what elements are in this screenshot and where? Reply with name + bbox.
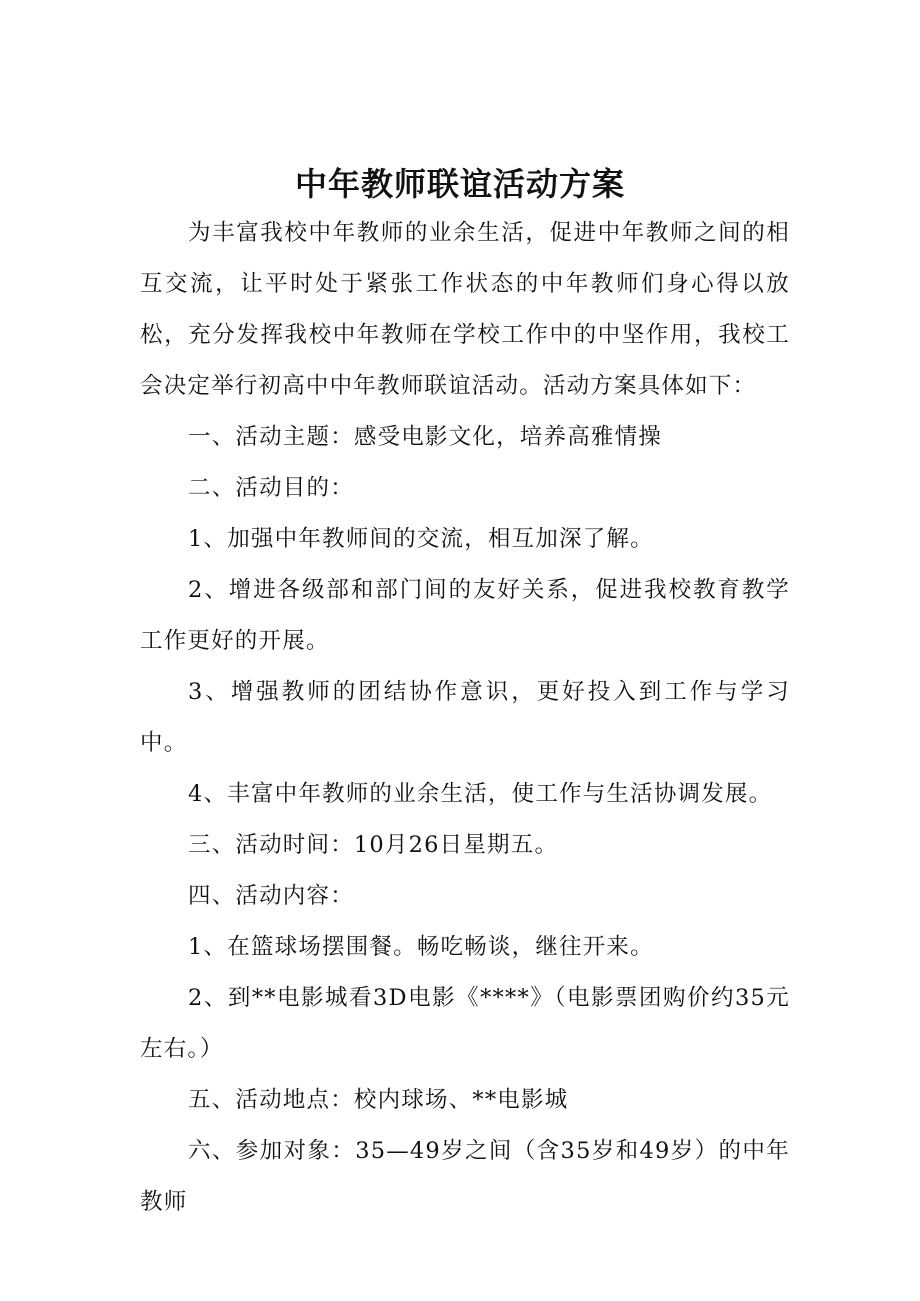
purpose-item-3: 3、增强教师的团结协作意识，更好投入到工作与学习中。 — [140, 679, 790, 756]
document-title: 中年教师联谊活动方案 — [294, 165, 625, 204]
content-item-1: 1、在篮球场摆围餐。畅吃畅谈，继往开来。 — [188, 934, 654, 960]
intro-paragraph: 为丰富我校中年教师的业余生活，促进中年教师之间的相互交流，让平时处于紧张工作状态的中年教师们身心得以放松，充分发挥我校中年教师在学校工作中的中坚作用，我校工会决定举行初高中中年教师联谊活动。活动方案具体如下： — [140, 220, 790, 399]
purpose-item-4: 4、丰富中年教师的业余生活，使工作与生活协调发展。 — [188, 781, 773, 807]
activity-purpose-heading: 二、活动目的： — [188, 475, 354, 501]
purpose-item-1: 1、加强中年教师间的交流，相互加深了解。 — [188, 526, 654, 552]
activity-theme: 一、活动主题：感受电影文化，培养高雅情操 — [188, 424, 663, 450]
activity-time: 三、活动时间：10月26日星期五。 — [188, 832, 559, 858]
activity-location: 五、活动地点：校内球场、**电影城 — [188, 1087, 569, 1113]
participants: 六、参加对象：35—49岁之间（含35岁和49岁）的中年教师 — [140, 1138, 790, 1215]
purpose-item-2: 2、增进各级部和部门间的友好关系，促进我校教育教学工作更好的开展。 — [140, 577, 790, 654]
document-body — [140, 208, 790, 1228]
activity-content-heading: 四、活动内容： — [188, 883, 354, 909]
content-item-2: 2、到**电影城看3D电影《****》（电影票团购价约35元左右。） — [140, 985, 790, 1062]
